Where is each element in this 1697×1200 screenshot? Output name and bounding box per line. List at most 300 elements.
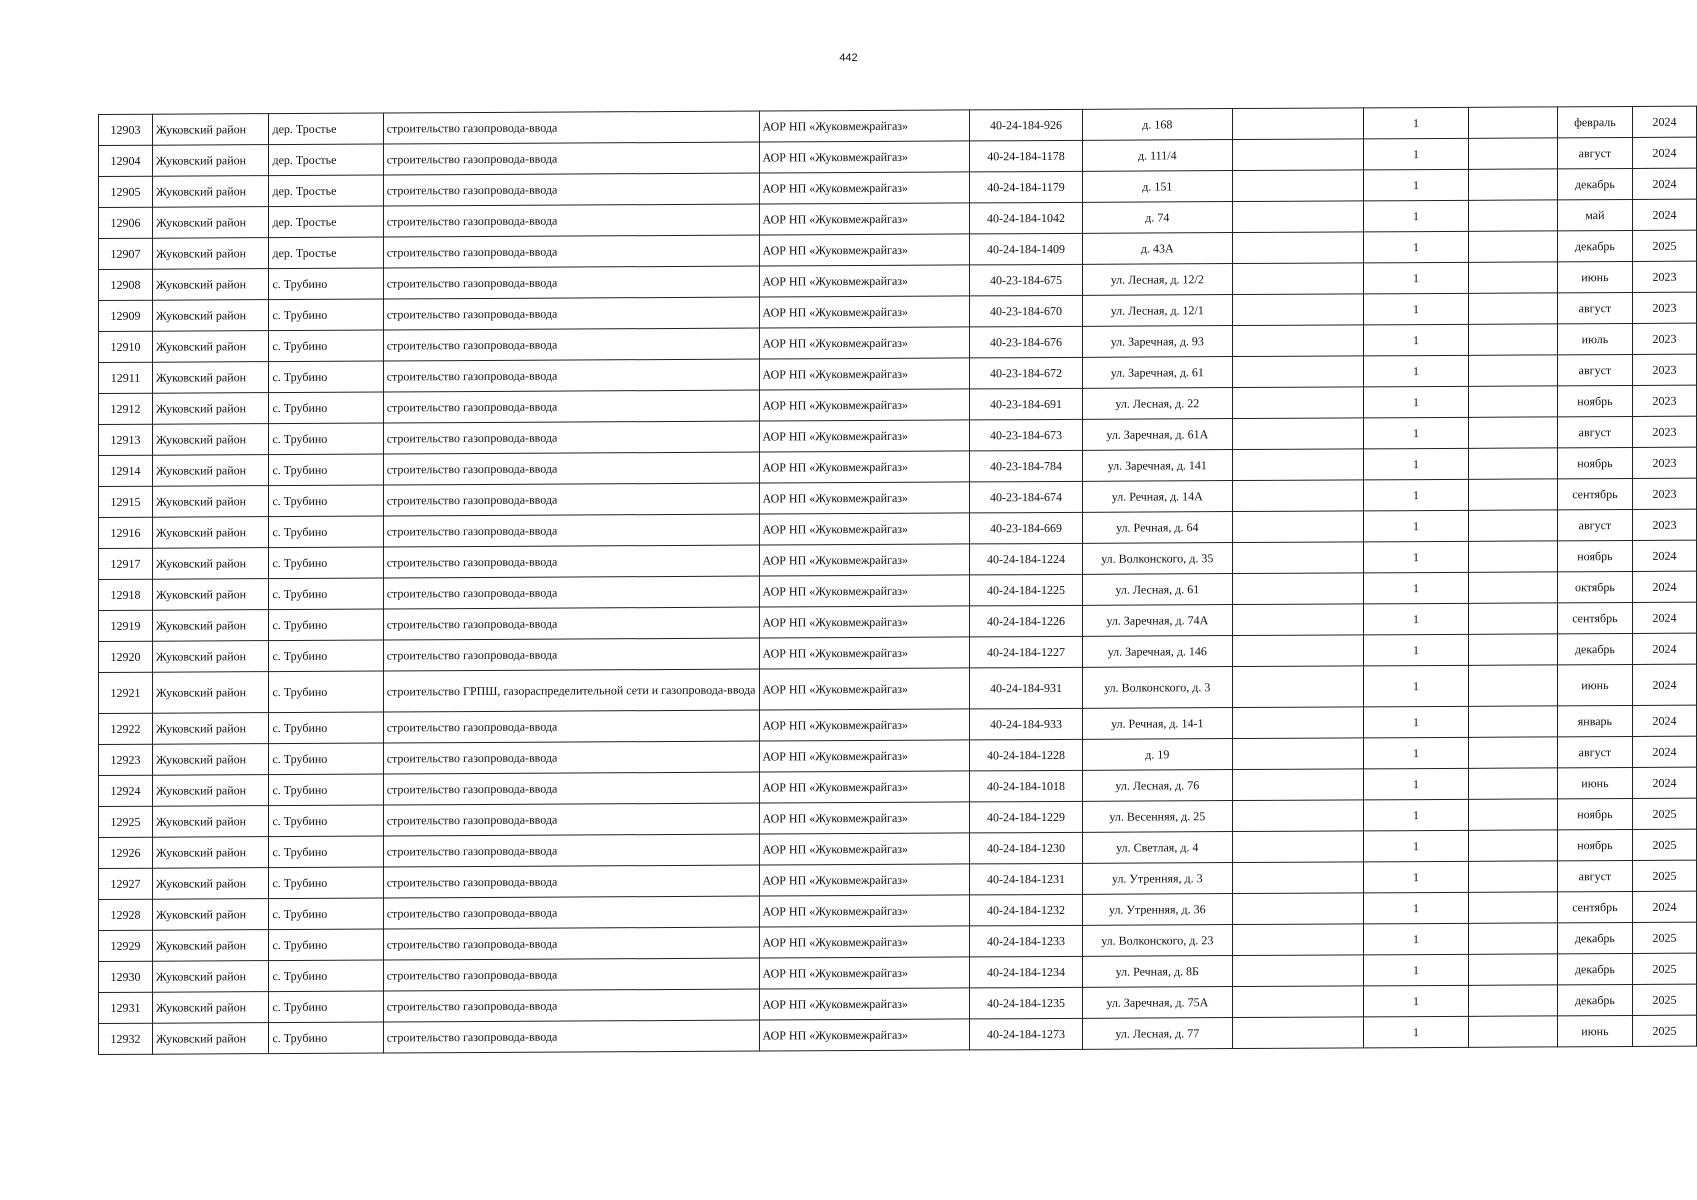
locality-cell: с. Трубино (269, 898, 383, 930)
district-cell: Жуковский район (152, 486, 269, 518)
row-number: 12904 (99, 145, 153, 176)
year-cell: 2024 (1632, 199, 1696, 230)
year-cell: 2023 (1632, 323, 1696, 354)
empty-cell (1232, 480, 1364, 512)
object-code-cell: 40-23-184-673 (970, 419, 1083, 451)
work-description-cell: строительство газопровода-ввода (383, 896, 759, 929)
gasification-registry-table (98, 106, 1697, 1055)
empty-cell (1232, 986, 1364, 1018)
work-description-cell: строительство газопровода-ввода (383, 483, 759, 516)
organization-cell: АОР НП «Жуковмежрайгаз» (759, 544, 970, 576)
work-description-cell: строительство газопровода-ввода (383, 514, 759, 547)
object-code-cell: 40-24-184-1018 (970, 770, 1083, 802)
work-description-cell: строительство газопровода-ввода (383, 297, 759, 330)
month-cell: декабрь (1557, 633, 1632, 664)
object-code-cell: 40-24-184-1228 (970, 739, 1083, 771)
organization-cell: АОР НП «Жуковмежрайгаз» (759, 420, 970, 452)
empty-cell (1232, 666, 1364, 708)
month-cell: декабрь (1557, 922, 1632, 953)
organization-cell: АОР НП «Жуковмежрайгаз» (759, 389, 970, 421)
month-cell: декабрь (1557, 230, 1632, 261)
district-cell: Жуковский район (152, 238, 269, 270)
empty-cell (1468, 892, 1557, 923)
organization-cell: АОР НП «Жуковмежрайгаз» (759, 203, 970, 235)
month-cell: август (1557, 736, 1632, 767)
work-description-cell: строительство газопровода-ввода (383, 359, 759, 392)
object-code-cell: 40-23-184-784 (970, 450, 1083, 482)
organization-cell: АОР НП «Жуковмежрайгаз» (759, 358, 970, 390)
work-description-cell: строительство газопровода-ввода (383, 638, 759, 671)
address-cell: д. 74 (1083, 202, 1233, 234)
address-cell: ул. Светлая, д. 4 (1083, 832, 1233, 864)
district-cell: Жуковский район (152, 899, 269, 931)
empty-cell (1468, 293, 1557, 324)
address-cell: ул. Речная, д. 14-1 (1083, 708, 1233, 740)
quantity-cell: 1 (1364, 737, 1469, 769)
object-code-cell: 40-23-184-669 (970, 512, 1083, 544)
locality-cell: с. Трубино (269, 836, 383, 868)
quantity-cell: 1 (1364, 634, 1469, 666)
quantity-cell: 1 (1364, 324, 1469, 356)
empty-cell (1232, 604, 1364, 636)
quantity-cell: 1 (1364, 830, 1469, 862)
work-description-cell: строительство газопровода-ввода (383, 989, 759, 1022)
work-description-cell: строительство газопровода-ввода (383, 545, 759, 578)
empty-cell (1232, 862, 1364, 894)
object-code-cell: 40-24-184-926 (970, 109, 1083, 141)
quantity-cell: 1 (1364, 107, 1469, 139)
object-code-cell: 40-24-184-1226 (970, 605, 1083, 637)
address-cell: д. 43А (1083, 233, 1233, 265)
empty-cell (1468, 386, 1557, 417)
year-cell: 2023 (1632, 447, 1696, 478)
quantity-cell: 1 (1364, 923, 1469, 955)
quantity-cell: 1 (1364, 665, 1469, 707)
district-cell: Жуковский район (152, 930, 269, 962)
work-description-cell: строительство ГРПШ, газораспределительной сети и газопровода-ввода (383, 669, 759, 712)
quantity-cell: 1 (1364, 417, 1469, 449)
month-cell: декабрь (1557, 953, 1632, 984)
year-cell: 2024 (1632, 106, 1696, 137)
empty-cell (1232, 387, 1364, 419)
district-cell: Жуковский район (152, 775, 269, 807)
month-cell: июнь (1557, 1015, 1632, 1046)
month-cell: май (1557, 199, 1632, 230)
empty-cell (1232, 263, 1364, 295)
month-cell: ноябрь (1557, 798, 1632, 829)
year-cell: 2024 (1632, 767, 1696, 798)
empty-cell (1468, 572, 1557, 603)
quantity-cell: 1 (1364, 200, 1469, 232)
organization-cell: АОР НП «Жуковмежрайгаз» (759, 771, 970, 803)
locality-cell: с. Трубино (269, 609, 383, 641)
empty-cell (1232, 139, 1364, 171)
locality-cell: с. Трубино (269, 454, 383, 486)
organization-cell: АОР НП «Жуковмежрайгаз» (759, 296, 970, 328)
row-number: 12916 (99, 517, 153, 548)
table-body (99, 106, 1697, 1054)
locality-cell: дер. Тростье (269, 206, 383, 238)
quantity-cell: 1 (1364, 293, 1469, 325)
locality-cell: с. Трубино (269, 640, 383, 672)
year-cell: 2024 (1632, 168, 1696, 199)
locality-cell: с. Трубино (269, 1022, 383, 1054)
object-code-cell: 40-24-184-1273 (970, 1018, 1083, 1050)
month-cell: сентябрь (1557, 602, 1632, 633)
empty-cell (1232, 831, 1364, 863)
district-cell: Жуковский район (152, 455, 269, 487)
month-cell: июнь (1557, 664, 1632, 705)
quantity-cell: 1 (1364, 448, 1469, 480)
month-cell: декабрь (1557, 168, 1632, 199)
month-cell: ноябрь (1557, 540, 1632, 571)
year-cell: 2024 (1632, 736, 1696, 767)
locality-cell: дер. Тростье (269, 144, 383, 176)
row-number: 12903 (99, 114, 153, 145)
empty-cell (1468, 603, 1557, 634)
address-cell: ул. Лесная, д. 12/1 (1083, 295, 1233, 327)
month-cell: октябрь (1557, 571, 1632, 602)
quantity-cell: 1 (1364, 768, 1469, 800)
quantity-cell: 1 (1364, 1016, 1469, 1048)
row-number: 12929 (99, 930, 153, 961)
row-number: 12921 (99, 672, 153, 713)
address-cell: д. 111/4 (1083, 140, 1233, 172)
address-cell: ул. Заречная, д. 75А (1083, 987, 1233, 1019)
locality-cell: с. Трубино (269, 671, 383, 713)
address-cell: ул. Заречная, д. 141 (1083, 450, 1233, 482)
object-code-cell: 40-24-184-1224 (970, 543, 1083, 575)
year-cell: 2025 (1632, 984, 1696, 1015)
district-cell: Жуковский район (152, 610, 269, 642)
empty-cell (1232, 1017, 1364, 1049)
object-code-cell: 40-24-184-1235 (970, 987, 1083, 1019)
district-cell: Жуковский район (152, 176, 269, 208)
row-number: 12928 (99, 899, 153, 930)
district-cell: Жуковский район (152, 837, 269, 869)
quantity-cell: 1 (1364, 479, 1469, 511)
month-cell: июнь (1557, 261, 1632, 292)
empty-cell (1232, 325, 1364, 357)
object-code-cell: 40-23-184-674 (970, 481, 1083, 513)
year-cell: 2024 (1632, 664, 1696, 705)
empty-cell (1468, 768, 1557, 799)
object-code-cell: 40-24-184-1178 (970, 140, 1083, 172)
district-cell: Жуковский район (152, 992, 269, 1024)
year-cell: 2025 (1632, 922, 1696, 953)
empty-cell (1232, 573, 1364, 605)
quantity-cell: 1 (1364, 799, 1469, 831)
locality-cell: с. Трубино (269, 712, 383, 744)
district-cell: Жуковский район (152, 548, 269, 580)
district-cell: Жуковский район (152, 393, 269, 425)
row-number: 12909 (99, 300, 153, 331)
district-cell: Жуковский район (152, 713, 269, 745)
object-code-cell: 40-23-184-670 (970, 295, 1083, 327)
work-description-cell: строительство газопровода-ввода (383, 927, 759, 960)
empty-cell (1232, 511, 1364, 543)
quantity-cell: 1 (1364, 985, 1469, 1017)
locality-cell: дер. Тростье (269, 113, 383, 145)
organization-cell: АОР НП «Жуковмежрайгаз» (759, 668, 970, 710)
quantity-cell: 1 (1364, 892, 1469, 924)
row-number: 12914 (99, 455, 153, 486)
district-cell: Жуковский район (152, 579, 269, 611)
address-cell: ул. Волконского, д. 35 (1083, 543, 1233, 575)
object-code-cell: 40-24-184-1232 (970, 894, 1083, 926)
row-number: 12925 (99, 806, 153, 837)
empty-cell (1232, 201, 1364, 233)
quantity-cell: 1 (1364, 954, 1469, 986)
object-code-cell: 40-24-184-1230 (970, 832, 1083, 864)
row-number: 12908 (99, 269, 153, 300)
empty-cell (1468, 985, 1557, 1016)
locality-cell: с. Трубино (269, 485, 383, 517)
district-cell: Жуковский район (152, 269, 269, 301)
row-number: 12931 (99, 992, 153, 1023)
locality-cell: с. Трубино (269, 330, 383, 362)
empty-cell (1232, 738, 1364, 770)
district-cell: Жуковский район (152, 517, 269, 549)
locality-cell: с. Трубино (269, 867, 383, 899)
organization-cell: АОР НП «Жуковмежрайгаз» (759, 802, 970, 834)
month-cell: август (1557, 292, 1632, 323)
empty-cell (1468, 923, 1557, 954)
empty-cell (1468, 954, 1557, 985)
organization-cell: АОР НП «Жуковмежрайгаз» (759, 172, 970, 204)
month-cell: август (1557, 137, 1632, 168)
object-code-cell: 40-24-184-931 (970, 667, 1083, 709)
work-description-cell: строительство газопровода-ввода (383, 772, 759, 805)
row-number: 12906 (99, 207, 153, 238)
year-cell: 2024 (1632, 540, 1696, 571)
year-cell: 2025 (1632, 860, 1696, 891)
work-description-cell: строительство газопровода-ввода (383, 741, 759, 774)
empty-cell (1468, 634, 1557, 665)
empty-cell (1468, 169, 1557, 200)
work-description-cell: строительство газопровода-ввода (383, 834, 759, 867)
row-number: 12924 (99, 775, 153, 806)
empty-cell (1232, 924, 1364, 956)
work-description-cell: строительство газопровода-ввода (383, 328, 759, 361)
month-cell: сентябрь (1557, 891, 1632, 922)
organization-cell: АОР НП «Жуковмежрайгаз» (759, 709, 970, 741)
empty-cell (1468, 510, 1557, 541)
locality-cell: с. Трубино (269, 423, 383, 455)
address-cell: ул. Волконского, д. 23 (1083, 925, 1233, 957)
empty-cell (1232, 232, 1364, 264)
row-number: 12926 (99, 837, 153, 868)
work-description-cell: строительство газопровода-ввода (383, 452, 759, 485)
empty-cell (1468, 861, 1557, 892)
year-cell: 2023 (1632, 509, 1696, 540)
year-cell: 2024 (1632, 891, 1696, 922)
quantity-cell: 1 (1364, 706, 1469, 738)
month-cell: июль (1557, 323, 1632, 354)
empty-cell (1468, 479, 1557, 510)
empty-cell (1468, 324, 1557, 355)
empty-cell (1468, 200, 1557, 231)
empty-cell (1468, 541, 1557, 572)
month-cell: август (1557, 509, 1632, 540)
organization-cell: АОР НП «Жуковмежрайгаз» (759, 957, 970, 989)
empty-cell (1232, 356, 1364, 388)
month-cell: август (1557, 354, 1632, 385)
row-number: 12905 (99, 176, 153, 207)
locality-cell: с. Трубино (269, 268, 383, 300)
organization-cell: АОР НП «Жуковмежрайгаз» (759, 637, 970, 669)
work-description-cell: строительство газопровода-ввода (383, 235, 759, 268)
row-number: 12932 (99, 1023, 153, 1054)
quantity-cell: 1 (1364, 169, 1469, 201)
empty-cell (1468, 1016, 1557, 1047)
address-cell: ул. Волконского, д. 3 (1083, 667, 1233, 709)
year-cell: 2023 (1632, 354, 1696, 385)
district-cell: Жуковский район (152, 672, 269, 714)
quantity-cell: 1 (1364, 231, 1469, 263)
year-cell: 2023 (1632, 261, 1696, 292)
address-cell: ул. Речная, д. 14А (1083, 481, 1233, 513)
row-number: 12927 (99, 868, 153, 899)
object-code-cell: 40-24-184-1179 (970, 171, 1083, 203)
month-cell: август (1557, 860, 1632, 891)
organization-cell: АОР НП «Жуковмежрайгаз» (759, 988, 970, 1020)
row-number: 12930 (99, 961, 153, 992)
month-cell: декабрь (1557, 984, 1632, 1015)
empty-cell (1468, 448, 1557, 479)
year-cell: 2025 (1632, 230, 1696, 261)
quantity-cell: 1 (1364, 541, 1469, 573)
year-cell: 2023 (1632, 292, 1696, 323)
address-cell: ул. Заречная, д. 74А (1083, 605, 1233, 637)
address-cell: ул. Лесная, д. 22 (1083, 388, 1233, 420)
organization-cell: АОР НП «Жуковмежрайгаз» (759, 895, 970, 927)
object-code-cell: 40-23-184-672 (970, 357, 1083, 389)
organization-cell: АОР НП «Жуковмежрайгаз» (759, 740, 970, 772)
locality-cell: с. Трубино (269, 960, 383, 992)
address-cell: д. 19 (1083, 739, 1233, 771)
empty-cell (1232, 542, 1364, 574)
object-code-cell: 40-24-184-1233 (970, 925, 1083, 957)
empty-cell (1468, 231, 1557, 262)
address-cell: ул. Речная, д. 8Б (1083, 956, 1233, 988)
locality-cell: с. Трубино (269, 516, 383, 548)
row-number: 12907 (99, 238, 153, 269)
locality-cell: дер. Тростье (269, 237, 383, 269)
object-code-cell: 40-23-184-675 (970, 264, 1083, 296)
empty-cell (1468, 417, 1557, 448)
quantity-cell: 1 (1364, 572, 1469, 604)
row-number: 12922 (99, 713, 153, 744)
organization-cell: АОР НП «Жуковмежрайгаз» (759, 833, 970, 865)
work-description-cell: строительство газопровода-ввода (383, 204, 759, 237)
row-number: 12919 (99, 610, 153, 641)
empty-cell (1468, 706, 1557, 737)
year-cell: 2025 (1632, 829, 1696, 860)
district-cell: Жуковский район (152, 207, 269, 239)
object-code-cell: 40-24-184-1042 (970, 202, 1083, 234)
address-cell: ул. Заречная, д. 61 (1083, 357, 1233, 389)
address-cell: ул. Заречная, д. 93 (1083, 326, 1233, 358)
row-number: 12917 (99, 548, 153, 579)
address-cell: ул. Лесная, д. 76 (1083, 770, 1233, 802)
object-code-cell: 40-23-184-676 (970, 326, 1083, 358)
row-number: 12913 (99, 424, 153, 455)
object-code-cell: 40-24-184-1409 (970, 233, 1083, 265)
page-number: 442 (839, 52, 858, 64)
address-cell: ул. Лесная, д. 77 (1083, 1018, 1233, 1050)
month-cell: ноябрь (1557, 385, 1632, 416)
locality-cell: с. Трубино (269, 774, 383, 806)
object-code-cell: 40-24-184-1229 (970, 801, 1083, 833)
work-description-cell: строительство газопровода-ввода (383, 390, 759, 423)
work-description-cell: строительство газопровода-ввода (383, 266, 759, 299)
empty-cell (1232, 800, 1364, 832)
empty-cell (1232, 449, 1364, 481)
empty-cell (1232, 955, 1364, 987)
address-cell: д. 151 (1083, 171, 1233, 203)
year-cell: 2025 (1632, 953, 1696, 984)
empty-cell (1232, 170, 1364, 202)
empty-cell (1232, 707, 1364, 739)
quantity-cell: 1 (1364, 861, 1469, 893)
empty-cell (1232, 294, 1364, 326)
empty-cell (1468, 799, 1557, 830)
work-description-cell: строительство газопровода-ввода (383, 607, 759, 640)
address-cell: ул. Утренняя, д. 36 (1083, 894, 1233, 926)
quantity-cell: 1 (1364, 262, 1469, 294)
month-cell: июнь (1557, 767, 1632, 798)
locality-cell: с. Трубино (269, 578, 383, 610)
object-code-cell: 40-24-184-1234 (970, 956, 1083, 988)
month-cell: ноябрь (1557, 829, 1632, 860)
row-number: 12910 (99, 331, 153, 362)
year-cell: 2024 (1632, 633, 1696, 664)
locality-cell: с. Трубино (269, 929, 383, 961)
row-number: 12911 (99, 362, 153, 393)
year-cell: 2023 (1632, 385, 1696, 416)
work-description-cell: строительство газопровода-ввода (383, 142, 759, 175)
organization-cell: АОР НП «Жуковмежрайгаз» (759, 926, 970, 958)
month-cell: август (1557, 416, 1632, 447)
object-code-cell: 40-24-184-1231 (970, 863, 1083, 895)
empty-cell (1468, 107, 1557, 138)
district-cell: Жуковский район (152, 744, 269, 776)
address-cell: д. 168 (1083, 109, 1233, 141)
work-description-cell: строительство газопровода-ввода (383, 710, 759, 743)
address-cell: ул. Весенняя, д. 25 (1083, 801, 1233, 833)
address-cell: ул. Лесная, д. 61 (1083, 574, 1233, 606)
year-cell: 2024 (1632, 705, 1696, 736)
month-cell: январь (1557, 705, 1632, 736)
empty-cell (1232, 635, 1364, 667)
organization-cell: АОР НП «Жуковмежрайгаз» (759, 327, 970, 359)
locality-cell: с. Трубино (269, 991, 383, 1023)
year-cell: 2025 (1632, 798, 1696, 829)
object-code-cell: 40-23-184-691 (970, 388, 1083, 420)
empty-cell (1232, 769, 1364, 801)
work-description-cell: строительство газопровода-ввода (383, 865, 759, 898)
year-cell: 2023 (1632, 478, 1696, 509)
address-cell: ул. Речная, д. 64 (1083, 512, 1233, 544)
empty-cell (1468, 138, 1557, 169)
row-number: 12915 (99, 486, 153, 517)
row-number: 12923 (99, 744, 153, 775)
locality-cell: с. Трубино (269, 361, 383, 393)
row-number: 12920 (99, 641, 153, 672)
object-code-cell: 40-24-184-1227 (970, 636, 1083, 668)
year-cell: 2024 (1632, 137, 1696, 168)
